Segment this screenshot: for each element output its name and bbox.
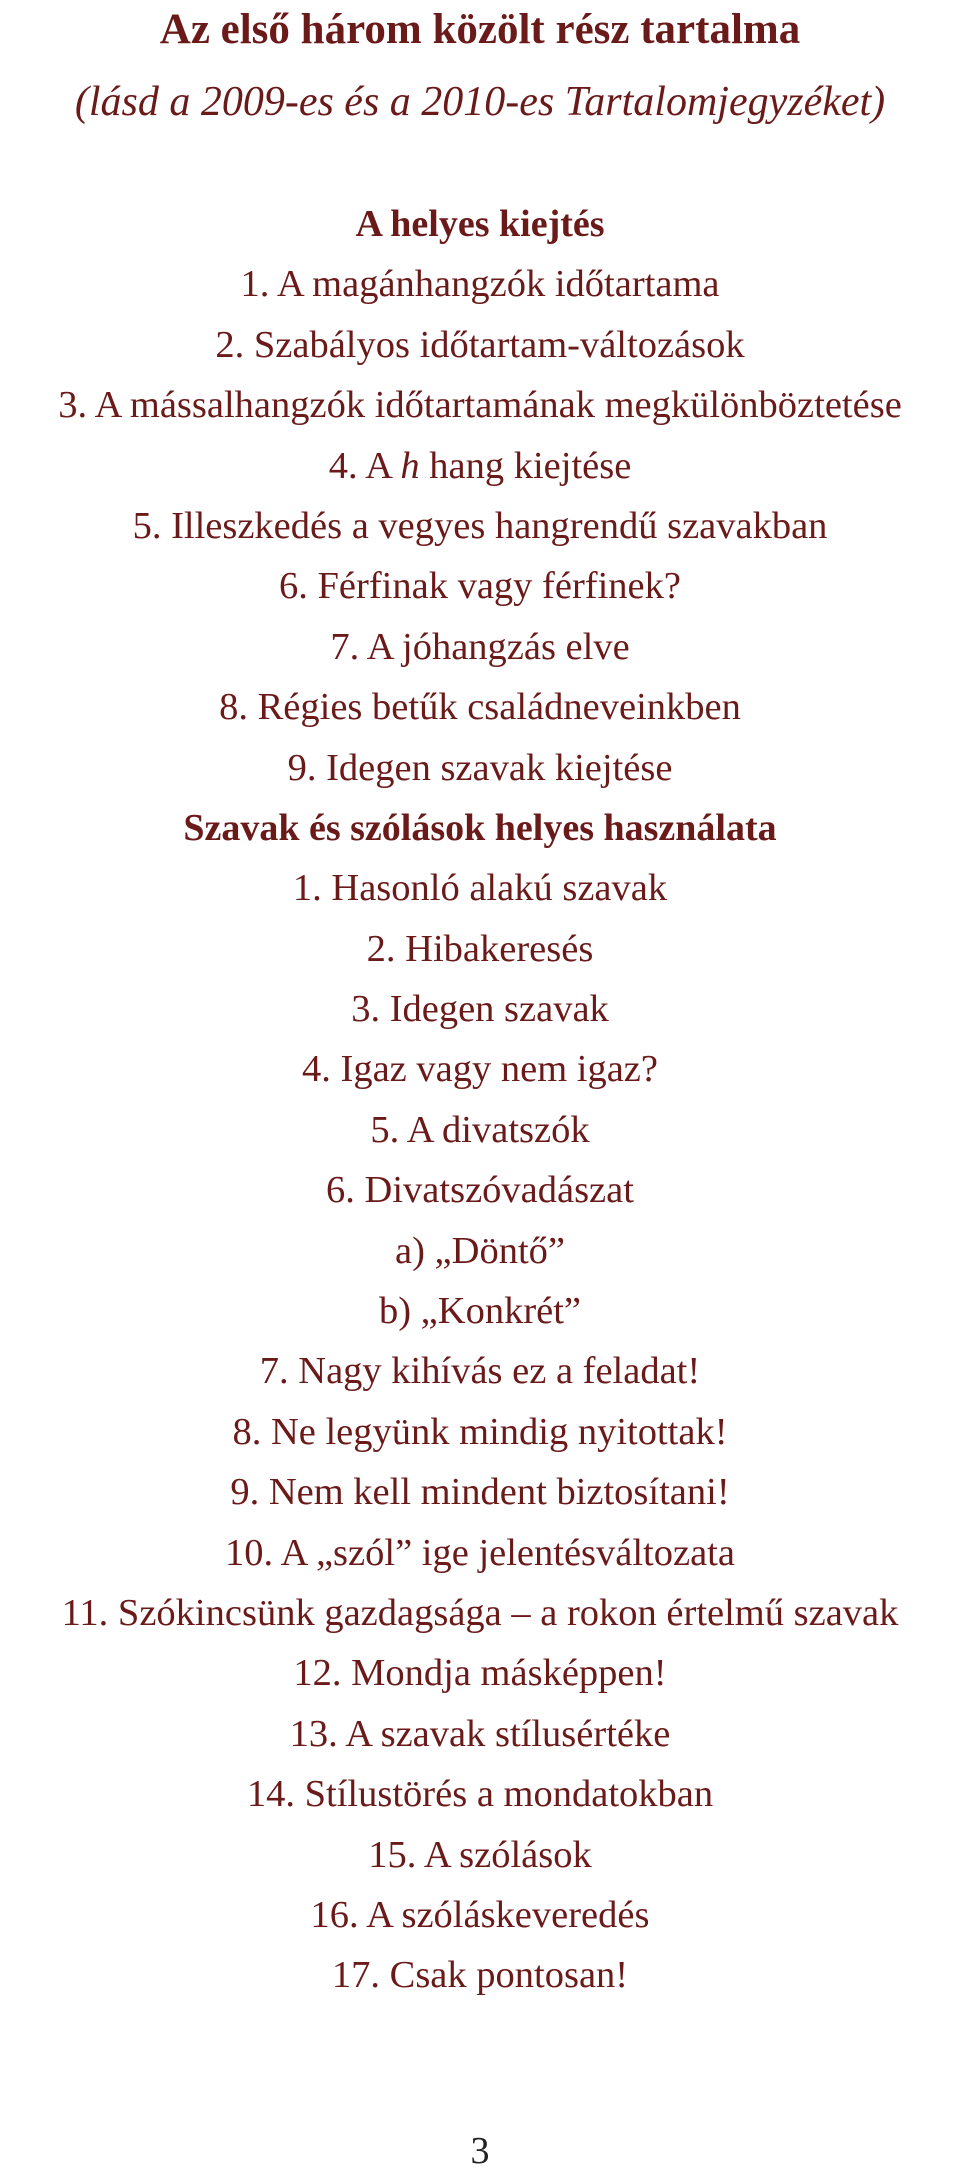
list-item: 17. Csak pontosan! (331, 1954, 629, 1997)
list-item: 9. Idegen szavak kiejtése (287, 746, 673, 789)
list-item: 4. Igaz vagy nem igaz? (302, 1048, 658, 1091)
list-item: 2. Szabályos időtartam-változások (215, 323, 745, 366)
list-item: 1. A magánhangzók időtartama (240, 263, 720, 306)
list-item: 8. Ne legyünk mindig nyitottak! (232, 1410, 728, 1453)
table-of-contents (0, 194, 960, 2006)
list-sub-item: a) „Döntő” (395, 1229, 565, 1272)
page-title: Az első három közölt rész tartalma (159, 6, 801, 53)
list-item: 10. A „szól” ige jelentésváltozata (225, 1531, 735, 1574)
list-item-h-sound: 4. A h hang kiejtése (328, 444, 632, 487)
list-item: 13. A szavak stílusértéke (289, 1712, 671, 1755)
section-heading-word-usage: Szavak és szólások helyes használata (183, 806, 777, 849)
list-item: 9. Nem kell mindent biztosítani! (230, 1471, 730, 1514)
list-item: 2. Hibakeresés (366, 927, 594, 970)
list-item: 5. Illeszkedés a vegyes hangrendű szavakban (132, 504, 828, 547)
list-item: 5. A divatszók (370, 1108, 590, 1151)
list-sub-item: b) „Konkrét” (378, 1290, 582, 1333)
italic-h: h (400, 444, 420, 487)
list-item: 6. Férfinak vagy férfinek? (279, 565, 681, 608)
list-item: 7. A jóhangzás elve (330, 625, 630, 668)
list-item: 6. Divatszóvadászat (326, 1169, 634, 1212)
list-item: 12. Mondja másképpen! (293, 1652, 667, 1695)
list-item: 7. Nagy kihívás ez a feladat! (259, 1350, 701, 1393)
list-item: 3. A mássalhangzók időtartamának megkülönböztetése (58, 384, 902, 427)
list-item: 8. Régies betűk családneveinkben (219, 686, 741, 729)
page-number: 3 (470, 2130, 490, 2172)
list-item: 1. Hasonló alakú szavak (292, 867, 668, 910)
page-subtitle: (lásd a 2009-es és a 2010-es Tartalomjegyzéket) (74, 79, 886, 125)
list-item: 11. Szókincsünk gazdagsága – a rokon értelmű szavak (61, 1591, 899, 1634)
list-item: 15. A szólások (368, 1833, 592, 1876)
list-item: 3. Idegen szavak (351, 988, 609, 1031)
list-item: 14. Stílustörés a mondatokban (246, 1773, 714, 1816)
list-item: 16. A szóláskeveredés (310, 1893, 650, 1936)
section-heading-pronunciation: A helyes kiejtés (355, 203, 605, 245)
